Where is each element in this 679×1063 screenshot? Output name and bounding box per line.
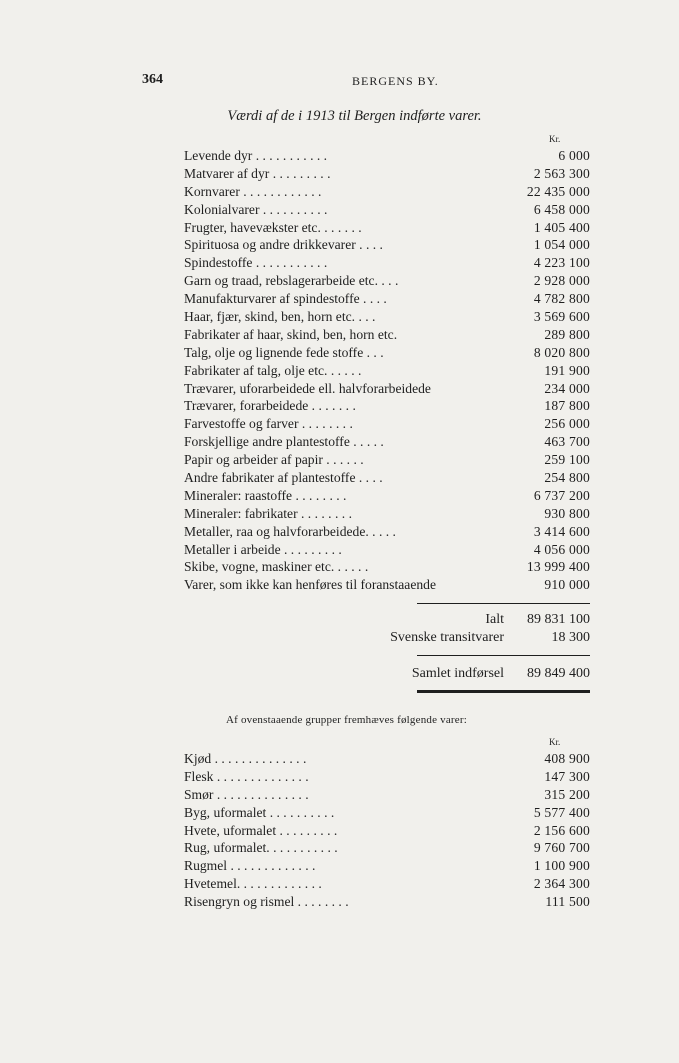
row-value: 191 900 bbox=[544, 362, 590, 378]
subgroup-row bbox=[184, 857, 590, 875]
row-label: Papir og arbeider af papir . . . . . . bbox=[184, 452, 364, 468]
row-value: 147 300 bbox=[544, 768, 590, 784]
row-label: Hvete, uformalet . . . . . . . . . bbox=[184, 822, 338, 838]
table-row bbox=[184, 576, 590, 594]
subgroup-row bbox=[184, 822, 590, 840]
total-rule-top bbox=[417, 655, 590, 656]
row-label: Flesk . . . . . . . . . . . . . . bbox=[184, 768, 309, 784]
table-row bbox=[184, 147, 590, 165]
subgroup-row bbox=[184, 839, 590, 857]
row-label: Haar, fjær, skind, ben, horn etc. . . . bbox=[184, 309, 376, 325]
page-number: 364 bbox=[142, 72, 163, 87]
row-label: Frugter, havevækster etc. . . . . . . bbox=[184, 219, 362, 235]
row-value: 13 999 400 bbox=[526, 559, 590, 575]
table-row bbox=[184, 451, 590, 469]
transit-row bbox=[184, 629, 590, 647]
row-label: Risengryn og rismel . . . . . . . . bbox=[184, 894, 349, 910]
row-value: 2 928 000 bbox=[533, 273, 590, 289]
table-row bbox=[184, 380, 590, 398]
row-label: Fabrikater af talg, olje etc. . . . . . bbox=[184, 362, 362, 378]
row-value: 2 563 300 bbox=[533, 165, 590, 181]
transit-value: 18 300 bbox=[551, 630, 590, 645]
table-row bbox=[184, 415, 590, 433]
row-value: 289 800 bbox=[544, 326, 590, 342]
subgroup-row bbox=[184, 768, 590, 786]
row-value: 6 000 bbox=[558, 148, 590, 163]
table-row bbox=[184, 362, 590, 380]
table-row bbox=[184, 308, 590, 326]
row-value: 2 156 600 bbox=[533, 822, 590, 838]
row-label: Rugmel . . . . . . . . . . . . . bbox=[184, 858, 316, 874]
row-value: 187 800 bbox=[544, 398, 590, 414]
row-value: 4 782 800 bbox=[533, 291, 590, 307]
row-value: 4 223 100 bbox=[533, 255, 590, 271]
unit-label: Kr. bbox=[549, 134, 561, 144]
row-label: Manufakturvarer af spindestoffe . . . . bbox=[184, 291, 387, 307]
row-value: 2 364 300 bbox=[533, 876, 590, 892]
table-row bbox=[184, 165, 590, 183]
table-row bbox=[184, 469, 590, 487]
row-label: Andre fabrikater af plantestoffe . . . . bbox=[184, 470, 383, 486]
row-label: Mineraler: raastoffe . . . . . . . . bbox=[184, 487, 347, 503]
row-value: 910 000 bbox=[544, 577, 590, 593]
table-row bbox=[184, 558, 590, 576]
row-value: 408 900 bbox=[544, 751, 590, 766]
row-label: Hvetemel. . . . . . . . . . . . . bbox=[184, 876, 322, 892]
total-value: 89 849 400 bbox=[527, 666, 590, 681]
row-label: Smør . . . . . . . . . . . . . . bbox=[184, 786, 309, 802]
table-row bbox=[184, 254, 590, 272]
row-value: 9 760 700 bbox=[533, 840, 590, 856]
row-label: Spindestoffe . . . . . . . . . . . bbox=[184, 255, 328, 271]
table-row bbox=[184, 183, 590, 201]
row-value: 8 020 800 bbox=[533, 344, 590, 360]
subgroup-row bbox=[184, 750, 590, 768]
row-label: Mineraler: fabrikater . . . . . . . . bbox=[184, 505, 352, 521]
table-row bbox=[184, 487, 590, 505]
row-label: Levende dyr . . . . . . . . . . . bbox=[184, 148, 328, 163]
row-label: Skibe, vogne, maskiner etc. . . . . . bbox=[184, 559, 369, 575]
row-label: Trævarer, forarbeidede . . . . . . . bbox=[184, 398, 356, 414]
row-value: 1 054 000 bbox=[533, 237, 590, 253]
row-value: 111 500 bbox=[545, 894, 590, 910]
table-title: Værdi af de i 1913 til Bergen indførte varer. bbox=[227, 108, 482, 124]
subtotal-row bbox=[184, 611, 590, 629]
table-row bbox=[184, 219, 590, 237]
row-value: 315 200 bbox=[544, 786, 590, 802]
table-row bbox=[184, 433, 590, 451]
row-label: Talg, olje og lignende fede stoffe . . . bbox=[184, 344, 384, 360]
table-row bbox=[184, 344, 590, 362]
row-label: Metaller, raa og halvforarbeidede. . . . . bbox=[184, 523, 396, 539]
row-value: 3 569 600 bbox=[533, 309, 590, 325]
row-value: 4 056 000 bbox=[533, 541, 590, 557]
table-row bbox=[184, 236, 590, 254]
row-label: Garn og traad, rebslagerarbeide etc. . . . bbox=[184, 273, 399, 289]
row-value: 1 100 900 bbox=[533, 858, 590, 874]
table-row bbox=[184, 397, 590, 415]
row-value: 6 458 000 bbox=[533, 201, 590, 217]
subtotal-rule bbox=[417, 603, 590, 604]
table-row bbox=[184, 201, 590, 219]
row-label: Varer, som ikke kan henføres til foranstaaende bbox=[184, 577, 436, 593]
row-label: Byg, uformalet . . . . . . . . . . bbox=[184, 804, 335, 820]
row-label: Forskjellige andre plantestoffe . . . . . bbox=[184, 434, 384, 450]
table-row bbox=[184, 326, 590, 344]
total-rule-bottom bbox=[417, 690, 590, 693]
row-label: Kolonialvarer . . . . . . . . . . bbox=[184, 201, 328, 217]
row-label: Rug, uformalet. . . . . . . . . . . bbox=[184, 840, 338, 856]
row-value: 463 700 bbox=[544, 434, 590, 450]
subgroup-row bbox=[184, 893, 590, 911]
table-row bbox=[184, 272, 590, 290]
row-label: Spirituosa og andre drikkevarer . . . . bbox=[184, 237, 383, 253]
row-label: Kornvarer . . . . . . . . . . . . bbox=[184, 183, 322, 199]
row-label: Kjød . . . . . . . . . . . . . . bbox=[184, 751, 307, 766]
row-label: Farvestoffe og farver . . . . . . . . bbox=[184, 416, 353, 432]
total-label: Samlet indførsel bbox=[411, 666, 504, 681]
row-value: 1 405 400 bbox=[533, 219, 590, 235]
row-value: 930 800 bbox=[544, 505, 590, 521]
row-value: 3 414 600 bbox=[533, 523, 590, 539]
subtotal-label: Ialt bbox=[485, 612, 504, 627]
row-value: 5 577 400 bbox=[533, 804, 590, 820]
row-value: 256 000 bbox=[544, 416, 590, 432]
table-row bbox=[184, 541, 590, 559]
subgroup-row bbox=[184, 804, 590, 822]
row-label: Metaller i arbeide . . . . . . . . . bbox=[184, 541, 342, 557]
subgroup-row bbox=[184, 786, 590, 804]
row-value: 234 000 bbox=[544, 380, 590, 396]
subgroup-row bbox=[184, 875, 590, 893]
table-row bbox=[184, 505, 590, 523]
row-value: 22 435 000 bbox=[526, 183, 590, 199]
subgroup-title: Af ovenstaaende grupper fremhæves følgende varer: bbox=[225, 714, 467, 726]
subgroup-table bbox=[184, 750, 590, 911]
total-row bbox=[184, 665, 590, 683]
subgroup-unit-label: Kr. bbox=[549, 737, 561, 747]
import-table bbox=[184, 147, 590, 594]
subtotal-value: 89 831 100 bbox=[527, 612, 590, 627]
row-label: Fabrikater af haar, skind, ben, horn etc. bbox=[184, 326, 398, 342]
transit-label: Svenske transitvarer bbox=[390, 630, 504, 645]
row-label: Matvarer af dyr . . . . . . . . . bbox=[184, 165, 331, 181]
row-value: 254 800 bbox=[544, 470, 590, 486]
table-row bbox=[184, 290, 590, 308]
row-value: 6 737 200 bbox=[533, 487, 590, 503]
table-row bbox=[184, 523, 590, 541]
row-label: Trævarer, uforarbeidede ell. halvforarbeidede bbox=[184, 380, 431, 396]
running-head: BERGENS BY. bbox=[352, 74, 439, 88]
row-value: 259 100 bbox=[544, 452, 590, 468]
